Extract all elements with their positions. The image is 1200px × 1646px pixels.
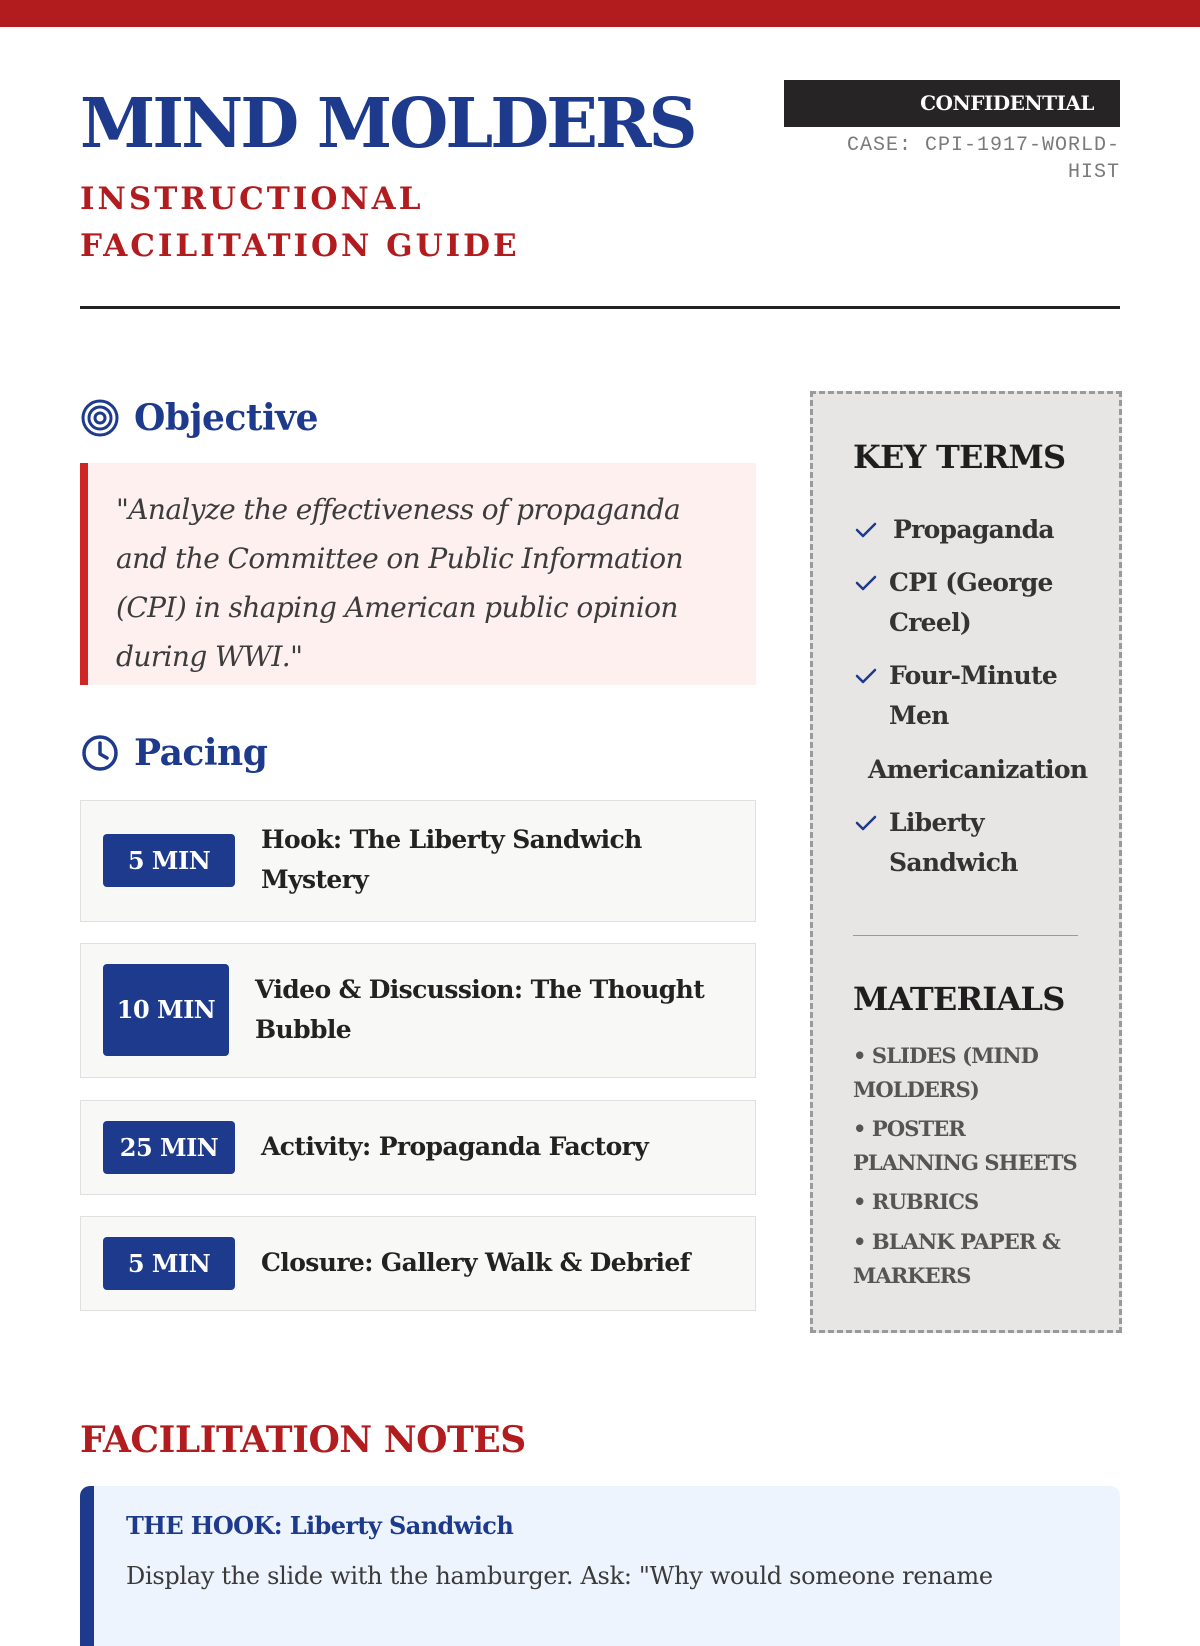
material-item: • POSTER PLANNING SHEETS [853, 1116, 1077, 1175]
note-card-hook [80, 1486, 1120, 1646]
pacing-heading [80, 728, 267, 778]
pacing-item [80, 800, 756, 922]
check-icon [855, 667, 877, 685]
pacing-item-label: Closure: Gallery Walk & Debrief [261, 1248, 690, 1277]
objective-quote: "Analyze the effectiveness of propaganda and the Committee on Public Information (CPI) in shaping American public opinion during WWI." [80, 463, 756, 685]
confidential-badge: CONFIDENTIAL [784, 80, 1120, 127]
pacing-item-label: Hook: The Liberty Sandwich Mystery [261, 825, 642, 894]
pacing-item [80, 1216, 756, 1311]
pacing-item-label: Activity: Propaganda Factory [261, 1132, 649, 1161]
note-body: Display the slide with the hamburger. Ask: "Why would someone rename [126, 1562, 993, 1590]
key-term: Four-Minute Men [889, 661, 1058, 730]
pacing-item-label: Video & Discussion: The Thought Bubble [255, 975, 705, 1044]
material-item: • BLANK PAPER & MARKERS [853, 1229, 1060, 1288]
duration-badge: 10 MIN [103, 964, 229, 1056]
objective-heading-label: Objective [134, 397, 319, 439]
facilitation-notes-heading: FACILITATION NOTES [80, 1419, 526, 1461]
sidebar-panel [810, 391, 1122, 1333]
case-code: CASE: CPI-1917-WORLD-HIST [846, 134, 1120, 184]
material-item: • SLIDES (MIND MOLDERS) [853, 1043, 1038, 1102]
page-subtitle: INSTRUCTIONAL FACILITATION GUIDE [80, 181, 520, 264]
header-divider [80, 306, 1120, 309]
pacing-item [80, 943, 756, 1078]
key-term: Liberty Sandwich [889, 808, 1018, 877]
materials-heading: MATERIALS [853, 980, 1065, 1018]
page-title: MIND MOLDERS [80, 84, 695, 164]
clock-icon [80, 733, 120, 773]
duration-badge: 5 MIN [103, 1237, 235, 1290]
material-item: • RUBRICS [853, 1189, 979, 1214]
sidebar-divider [853, 935, 1078, 936]
objective-heading [80, 393, 318, 443]
key-terms-heading: KEY TERMS [853, 438, 1066, 476]
check-icon [855, 814, 877, 832]
key-term: Americanization [868, 755, 1088, 784]
duration-badge: 25 MIN [103, 1121, 235, 1174]
duration-badge: 5 MIN [103, 834, 235, 887]
target-icon [80, 398, 120, 438]
check-icon [855, 574, 877, 592]
key-term: Propaganda [893, 515, 1054, 544]
note-title: THE HOOK: Liberty Sandwich [126, 1511, 514, 1540]
check-icon [855, 521, 877, 539]
pacing-heading-label: Pacing [134, 732, 268, 774]
top-accent-bar [0, 0, 1200, 27]
key-term: CPI (George Creel) [889, 568, 1053, 637]
pacing-item [80, 1100, 756, 1195]
